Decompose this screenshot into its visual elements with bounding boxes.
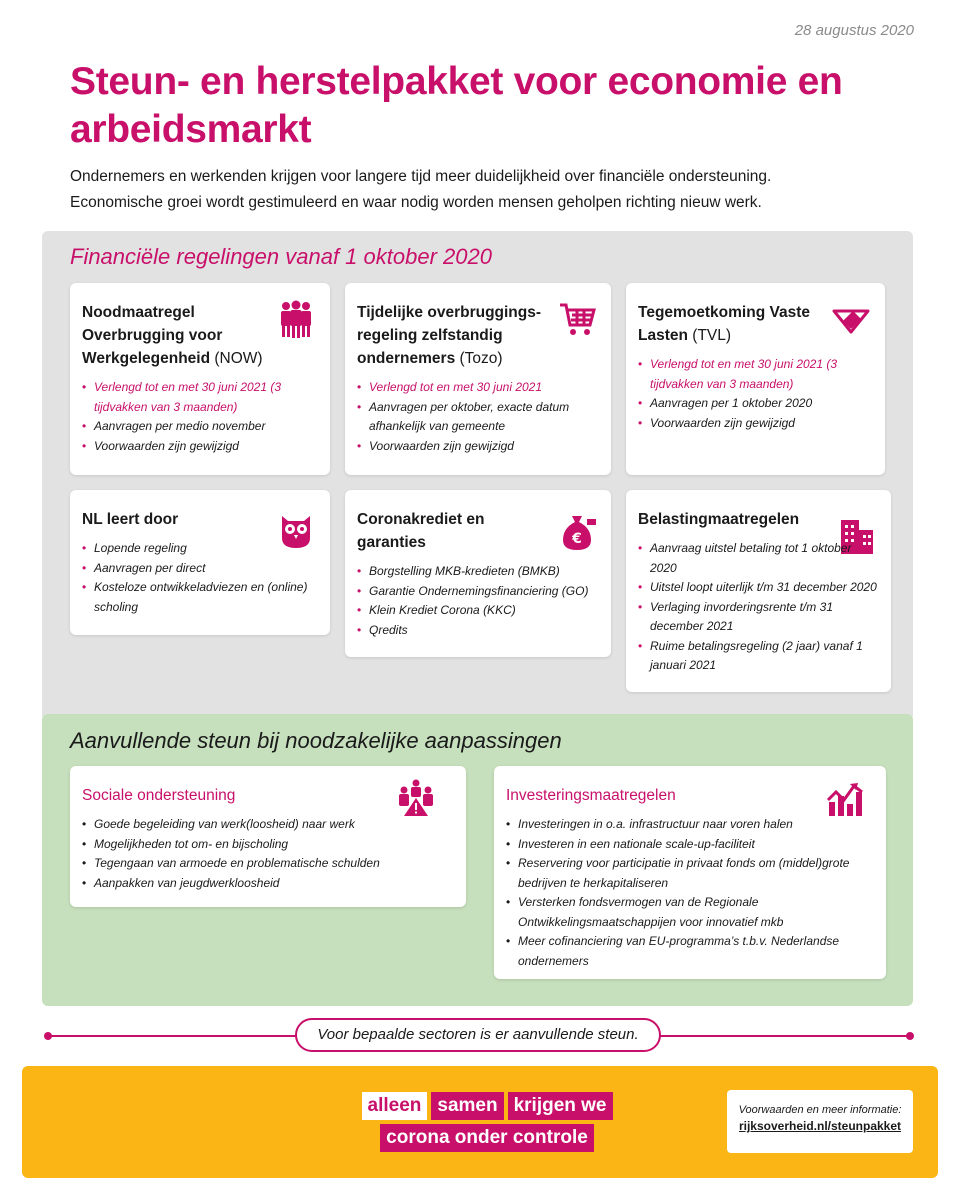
list-item: • Reservering voor participatie in privaat fonds om (middel)grote bedrijven te herkapitaliseren <box>506 854 874 893</box>
section-heading-financial: Financiële regelingen vanaf 1 oktober 2020 <box>70 244 492 269</box>
card-title <box>357 508 546 554</box>
list-item: • Lopende regeling <box>82 539 318 559</box>
list-item: • Verlaging invorderingsrente t/m 31 december 2021 <box>638 598 879 637</box>
intro-text <box>70 164 890 216</box>
card-title: Investeringsmaatregelen <box>506 787 676 804</box>
card-belastingmaatregelen <box>626 490 891 692</box>
card-list <box>638 539 879 676</box>
card-list <box>638 355 873 433</box>
info-label: Voorwaarden en meer informatie: <box>738 1104 902 1116</box>
growth-chart-icon <box>826 778 866 818</box>
publication-date: 28 augustus 2020 <box>794 22 914 39</box>
sector-support-note: Voor bepaalde sectoren is er aanvullende steun. <box>295 1018 661 1052</box>
price-tag-icon <box>831 299 871 339</box>
list-item: • Tegengaan van armoede en problematische schulden <box>82 854 454 874</box>
money-bag-icon <box>557 512 597 552</box>
card-title-text: Noodmaatregel Overbrugging voor Werkgelegenheid <box>82 304 223 367</box>
list-item: • Verlengd tot en met 30 juni 2021 <box>357 378 599 398</box>
card-list <box>82 815 454 893</box>
list-item: • Mogelijkheden tot om- en bijscholing <box>82 835 454 855</box>
list-item: • Uitstel loopt uiterlijk t/m 31 december 2020 <box>638 578 879 598</box>
card-list <box>506 815 874 971</box>
info-box <box>727 1090 913 1153</box>
card-list <box>82 378 318 456</box>
list-item: • Garantie Ondernemingsfinanciering (GO) <box>357 582 599 602</box>
card-nl-leert-door <box>70 490 330 635</box>
list-item: • Borgstelling MKB-kredieten (BMKB) <box>357 562 599 582</box>
slogan-row-1 <box>352 1092 622 1120</box>
card-tvl <box>626 283 885 475</box>
list-item: • Kosteloze ontwikkeladviezen en (online) scholing <box>82 578 318 617</box>
slogan-word: krijgen we <box>508 1092 613 1120</box>
card-title: Sociale ondersteuning <box>82 787 236 804</box>
list-item: • Verlengd tot en met 30 juni 2021 (3 tijdvakken van 3 maanden) <box>638 355 873 394</box>
list-item: • Aanvragen per medio november <box>82 417 318 437</box>
card-title-text: Tijdelijke overbruggings-regeling zelfstandig ondernemers <box>357 304 542 367</box>
divider-dot-right <box>906 1032 914 1040</box>
card-title-abbr: (Tozo) <box>459 350 503 367</box>
slogan-word: samen <box>431 1092 503 1120</box>
card-title <box>82 508 266 531</box>
divider-dot-left <box>44 1032 52 1040</box>
list-item: • Aanvragen per oktober, exacte datum afhankelijk van gemeente <box>357 398 599 437</box>
slogan-row-2 <box>352 1124 622 1152</box>
list-item: • Versterken fondsvermogen van de Regionale Ontwikkelingsmaatschappijen voor innovatief mkb <box>506 893 874 932</box>
list-item: • Investeren in een nationale scale-up-faciliteit <box>506 835 874 855</box>
card-title-text: Coronakrediet en garanties <box>357 511 485 551</box>
card-title <box>638 508 826 531</box>
info-link[interactable]: rijksoverheid.nl/steunpakket <box>738 1119 902 1133</box>
page-title: Steun- en herstelpakket voor economie en arbeidsmarkt <box>70 60 843 151</box>
card-title <box>82 301 266 370</box>
people-warning-icon <box>396 778 436 818</box>
list-item: • Aanvragen per direct <box>82 559 318 579</box>
card-title-abbr: (TVL) <box>692 327 732 344</box>
slogan-word: alleen <box>362 1092 428 1120</box>
list-item: • Aanpakken van jeugdwerkloosheid <box>82 874 454 894</box>
card-coronakrediet <box>345 490 611 657</box>
slogan-word: corona onder controle <box>380 1124 594 1152</box>
list-item: • Ruime betalingsregeling (2 jaar) vanaf 1 januari 2021 <box>638 637 879 676</box>
list-item: • Qredits <box>357 621 599 641</box>
intro-line-1: Ondernemers en werkenden krijgen voor langere tijd meer duidelijkheid over financiële ondersteuning. <box>70 168 772 185</box>
shopping-cart-icon <box>557 299 597 339</box>
list-item: • Voorwaarden zijn gewijzigd <box>638 414 873 434</box>
card-title <box>357 301 546 370</box>
list-item: • Aanvraag uitstel betaling tot 1 oktober 2020 <box>638 539 879 578</box>
svg-text:€: € <box>572 531 582 547</box>
card-list <box>357 378 599 456</box>
list-item: • Klein Krediet Corona (KKC) <box>357 601 599 621</box>
card-title-abbr: (NOW) <box>214 350 263 367</box>
card-title-text: Tegemoetkoming Vaste Lasten <box>638 304 810 344</box>
card-now <box>70 283 330 475</box>
list-item: • Verlengd tot en met 30 juni 2021 (3 tijdvakken van 3 maanden) <box>82 378 318 417</box>
card-title-text: Belastingmaatregelen <box>638 511 800 528</box>
section-heading-additional: Aanvullende steun bij noodzakelijke aanpassingen <box>70 728 562 753</box>
list-item: • Meer cofinanciering van EU-programma’s t.b.v. Nederlandse ondernemers <box>506 932 874 971</box>
card-tozo <box>345 283 611 475</box>
card-sociale-ondersteuning <box>70 766 466 907</box>
list-item: • Aanvragen per 1 oktober 2020 <box>638 394 873 414</box>
people-icon <box>276 299 316 339</box>
card-title <box>638 301 821 347</box>
card-list <box>357 562 599 640</box>
slogan <box>352 1092 622 1156</box>
card-list <box>82 539 318 617</box>
list-item: • Goede begeleiding van werk(loosheid) naar werk <box>82 815 454 835</box>
list-item: • Voorwaarden zijn gewijzigd <box>82 437 318 457</box>
list-item: • Investeringen in o.a. infrastructuur naar voren halen <box>506 815 874 835</box>
list-item: • Voorwaarden zijn gewijzigd <box>357 437 599 457</box>
intro-line-2: Economische groei wordt gestimuleerd en waar nodig worden mensen geholpen richting nieuw werk. <box>70 194 762 211</box>
card-investeringsmaatregelen <box>494 766 886 979</box>
card-title-text: NL leert door <box>82 511 179 528</box>
